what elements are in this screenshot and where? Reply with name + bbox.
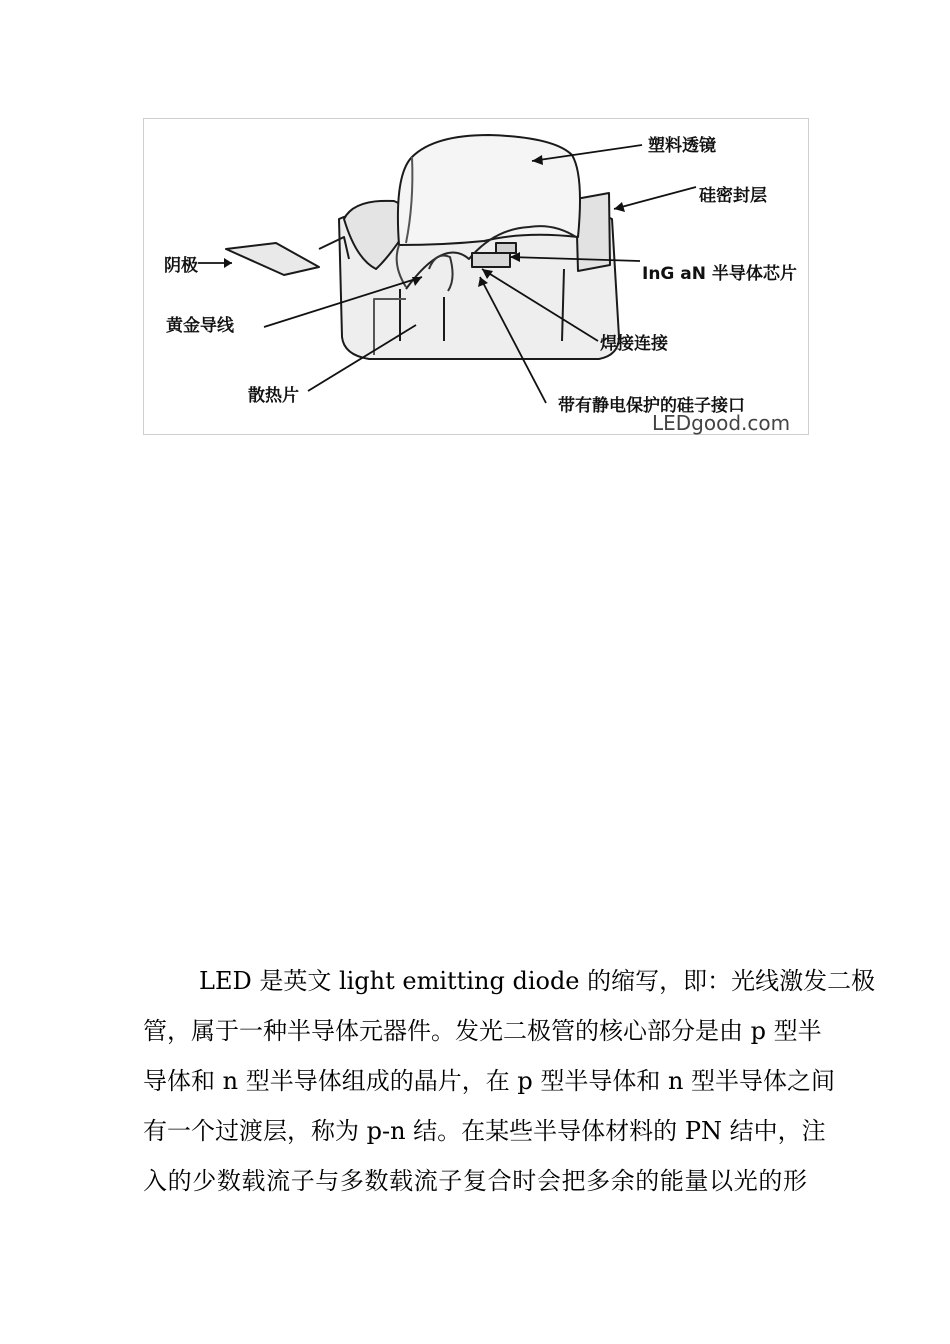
paragraph-line: 入的少数载流子与多数载流子复合时会把多余的能量以光的形 bbox=[143, 1167, 807, 1195]
paragraph-line: 导体和 n 型半导体组成的晶片，在 p 型半导体和 n 型半导体之间 bbox=[143, 1067, 836, 1095]
cathode-lead bbox=[226, 243, 319, 275]
label-plastic-lens: 塑料透镜 bbox=[648, 136, 716, 156]
watermark: LEDgood.com bbox=[652, 411, 791, 435]
body-paragraph bbox=[143, 956, 876, 1206]
label-cathode: 阴极 bbox=[164, 256, 198, 276]
paragraph-line: LED 是英文 light emitting diode 的缩写，即：光线激发二极 bbox=[199, 967, 876, 995]
paragraph-line: 有一个过渡层，称为 p-n 结。在某些半导体材料的 PN 结中，注 bbox=[143, 1117, 826, 1145]
led-diagram bbox=[144, 119, 810, 436]
chip-block bbox=[472, 253, 510, 267]
led-structure-figure bbox=[143, 118, 809, 435]
label-solder-connection: 焊接连接 bbox=[600, 334, 668, 354]
label-heat-sink: 散热片 bbox=[248, 386, 299, 406]
label-esd-interface: 带有静电保护的硅子接口 bbox=[558, 396, 745, 416]
label-gold-wire: 黄金导线 bbox=[166, 316, 234, 336]
label-ingan-chip: InG aN 半导体芯片 bbox=[642, 264, 797, 284]
paragraph-line: 管，属于一种半导体元器件。发光二极管的核心部分是由 p 型半 bbox=[143, 1017, 822, 1045]
label-silicone-layer: 硅密封层 bbox=[699, 186, 767, 206]
plastic-lens bbox=[398, 135, 580, 245]
